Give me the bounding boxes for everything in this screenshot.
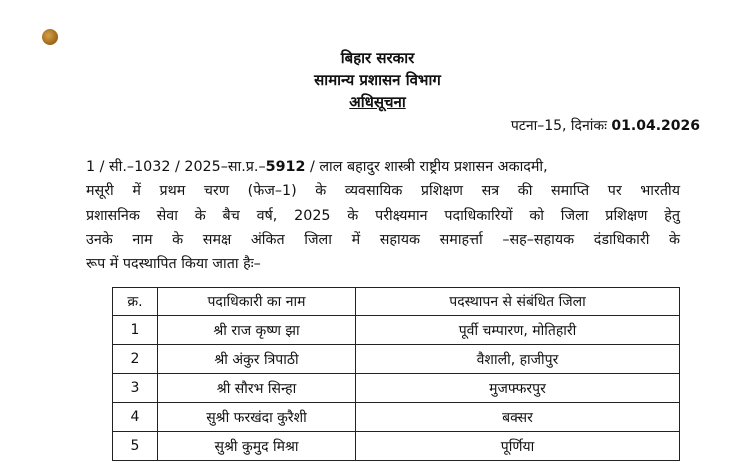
header-officer-name: पदाधिकारी का नाम (158, 288, 356, 316)
serial-cell: 3 (113, 374, 158, 403)
body-line-3: प्रशासनिक सेवा के बैच वर्ष, 2025 के परीक्ष्यमान पदाधिकारियों को जिला प्रशिक्षण हेतु (86, 207, 680, 224)
serial-cell: 5 (113, 432, 158, 461)
body-line-4: उनके नाम के समक्ष अंकित जिला में सहायक समाहर्त्ता –सह–सहायक दंडाधिकारी के (86, 231, 680, 248)
district-cell: पूर्णिया (356, 432, 680, 461)
body-line-2: मसूरी में प्रथम चरण (फेज–1) के व्यवसायिक प्रशिक्षण सत्र की समाप्ति पर भारतीय (86, 183, 680, 200)
officer-name-cell: श्री अंकुर त्रिपाठी (158, 345, 356, 374)
table-row (113, 345, 680, 374)
serial-cell: 2 (113, 345, 158, 374)
table-row (113, 403, 680, 432)
body-line-5: रूप में पदस्थापित किया जाता हैः– (86, 256, 261, 273)
officer-name-cell: सुश्री फरखंदा कुरैशी (158, 403, 356, 432)
officer-name-cell: श्री सौरभ सिन्हा (158, 374, 356, 403)
district-cell: बक्सर (356, 403, 680, 432)
serial-cell: 4 (113, 403, 158, 432)
district-cell: वैशाली, हाजीपुर (356, 345, 680, 374)
officer-name-cell: श्री राज कृष्ण झा (158, 316, 356, 345)
body-line-1-text: / लाल बहादुर शास्त्री राष्ट्रीय प्रशासन अकादमी, (305, 159, 548, 175)
table-header-row (113, 288, 680, 316)
district-cell: मुजफ्फरपुर (356, 374, 680, 403)
reference-prefix: 1 / सी.–1032 / 2025–सा.प्र.– (86, 159, 266, 175)
punch-hole-mark (42, 29, 58, 45)
notification-date: 01.04.2026 (611, 118, 700, 134)
serial-cell: 1 (113, 316, 158, 345)
officer-name-cell: सुश्री कुमुद मिश्रा (158, 432, 356, 461)
table-row (113, 316, 680, 345)
header-district: पदस्थापन से संबंधित जिला (356, 288, 680, 316)
header-serial: क्र. (113, 288, 158, 316)
department-title: सामान्य प्रशासन विभाग (314, 71, 441, 89)
district-cell: पूर्वी चम्पारण, मोतिहारी (356, 316, 680, 345)
posting-table (112, 287, 680, 461)
government-title: बिहार सरकार (340, 49, 415, 67)
body-line-1 (86, 155, 680, 179)
reference-number: 5912 (265, 159, 306, 175)
place-label: पटना–15, दिनांकः (510, 118, 607, 134)
table-row (113, 374, 680, 403)
notification-body (86, 155, 680, 276)
dateline (511, 116, 700, 135)
table-row (113, 432, 680, 461)
document-type-title: अधिसूचना (349, 93, 406, 111)
